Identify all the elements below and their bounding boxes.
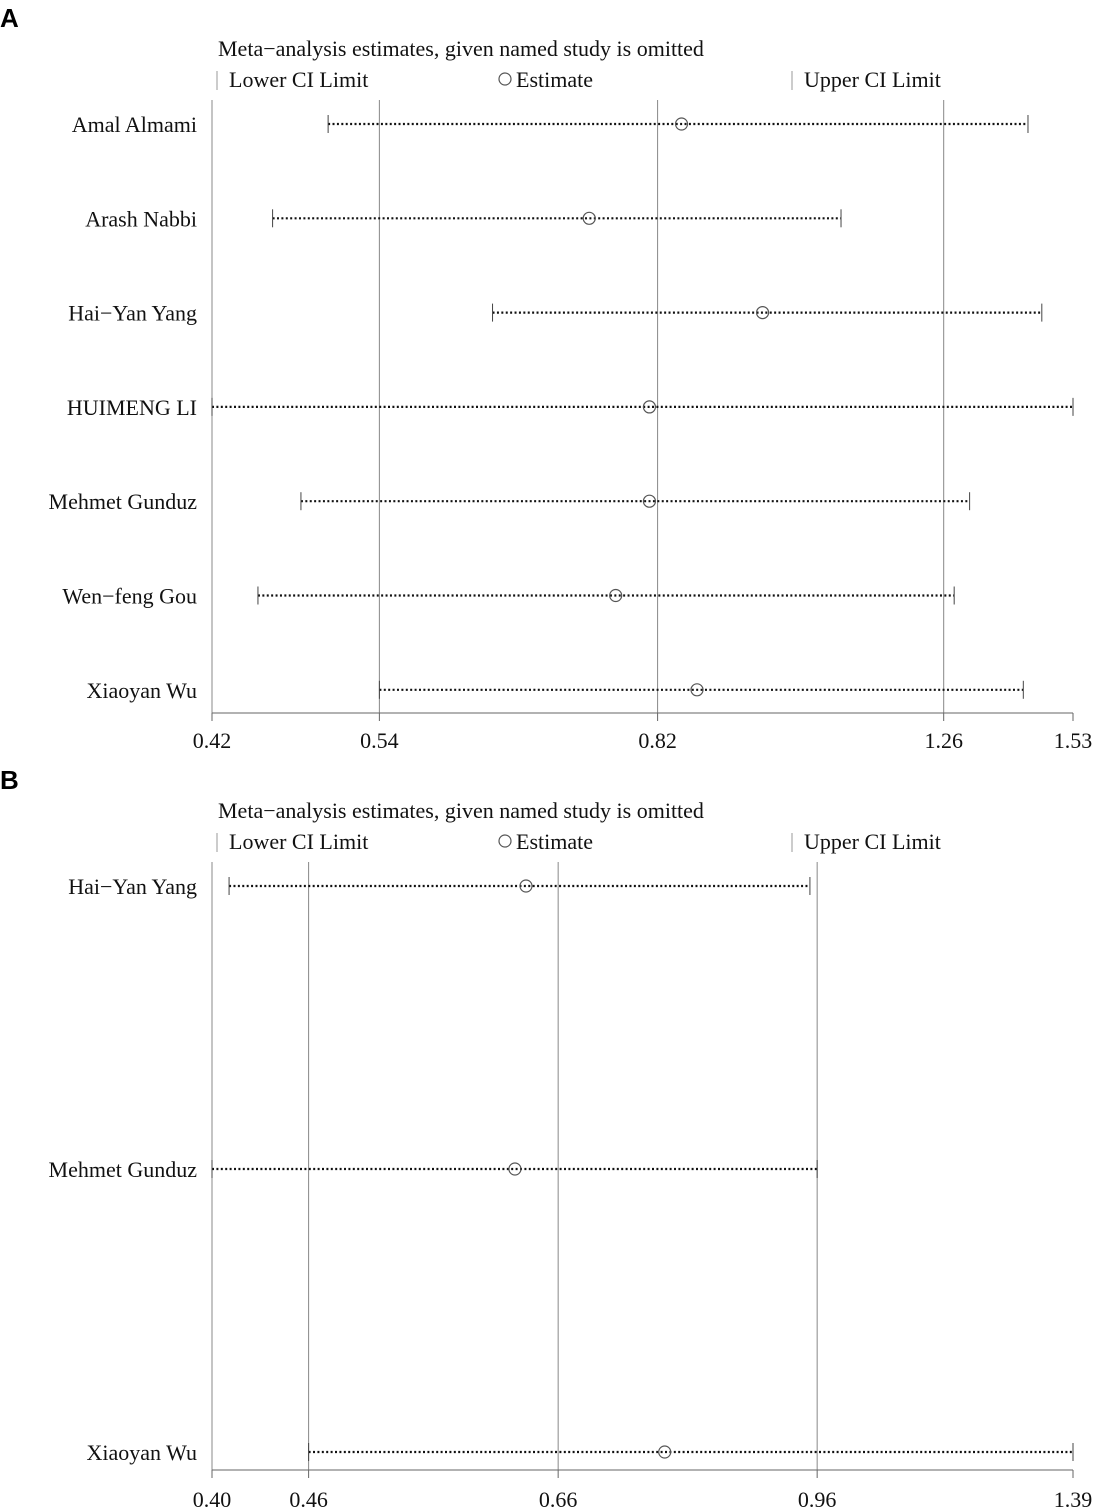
study-label: Amal Almami bbox=[71, 112, 197, 137]
study-label: Xiaoyan Wu bbox=[86, 1440, 197, 1465]
study-label: Mehmet Gunduz bbox=[48, 489, 197, 515]
study-label: Hai−Yan Yang bbox=[68, 300, 197, 326]
estimate-marker bbox=[509, 1163, 521, 1175]
x-tick-label: 0.66 bbox=[538, 1487, 578, 1508]
study-row bbox=[68, 874, 810, 899]
panel-label: B bbox=[0, 765, 19, 795]
study-row bbox=[62, 584, 954, 609]
study-row bbox=[49, 1157, 818, 1182]
study-label: Mehmet Gunduz bbox=[48, 1157, 197, 1182]
x-tick-label: 1.53 bbox=[1053, 728, 1093, 753]
study-row bbox=[86, 678, 1023, 703]
x-tick-label: 1.39 bbox=[1053, 1487, 1093, 1508]
x-tick-label: 0.82 bbox=[638, 728, 677, 753]
legend-estimate-label: Estimate bbox=[516, 829, 593, 854]
x-tick-label: 1.26 bbox=[924, 728, 963, 753]
legend-upper-label: Upper CI Limit bbox=[804, 829, 941, 854]
x-tick-label: 0.42 bbox=[192, 728, 232, 753]
study-label: Wen−feng Gou bbox=[62, 583, 197, 609]
chart-title: Meta−analysis estimates, given named study is omitted bbox=[218, 36, 704, 61]
study-label: HUIMENG LI bbox=[66, 394, 197, 420]
x-tick-label: 0.54 bbox=[360, 728, 399, 753]
panel-b bbox=[0, 765, 1092, 1508]
study-row bbox=[85, 206, 841, 231]
study-row bbox=[86, 1440, 1073, 1465]
panel-label: A bbox=[0, 3, 19, 33]
study-label: Hai−Yan Yang bbox=[68, 874, 197, 899]
legend bbox=[217, 67, 941, 92]
x-tick-label: 0.46 bbox=[289, 1487, 328, 1508]
study-row bbox=[49, 489, 970, 514]
x-tick-label: 0.40 bbox=[192, 1487, 232, 1508]
legend-lower-label: Lower CI Limit bbox=[229, 67, 369, 92]
x-tick-label: 0.96 bbox=[797, 1487, 837, 1508]
plot-area bbox=[49, 862, 1093, 1508]
study-label: Xiaoyan Wu bbox=[86, 677, 197, 703]
legend-estimate-marker bbox=[499, 835, 511, 847]
study-row bbox=[67, 395, 1073, 420]
legend-estimate-label: Estimate bbox=[516, 67, 593, 92]
plot-area bbox=[49, 100, 1093, 753]
legend-lower-label: Lower CI Limit bbox=[229, 829, 369, 854]
study-row bbox=[72, 112, 1028, 137]
panel-a bbox=[0, 3, 1092, 753]
legend-upper-label: Upper CI Limit bbox=[804, 67, 941, 92]
study-label: Arash Nabbi bbox=[85, 206, 197, 232]
estimate-marker bbox=[659, 1446, 671, 1458]
legend-estimate-marker bbox=[499, 73, 511, 85]
chart-title: Meta−analysis estimates, given named study is omitted bbox=[218, 798, 704, 823]
legend bbox=[217, 829, 941, 854]
study-row bbox=[68, 301, 1042, 326]
